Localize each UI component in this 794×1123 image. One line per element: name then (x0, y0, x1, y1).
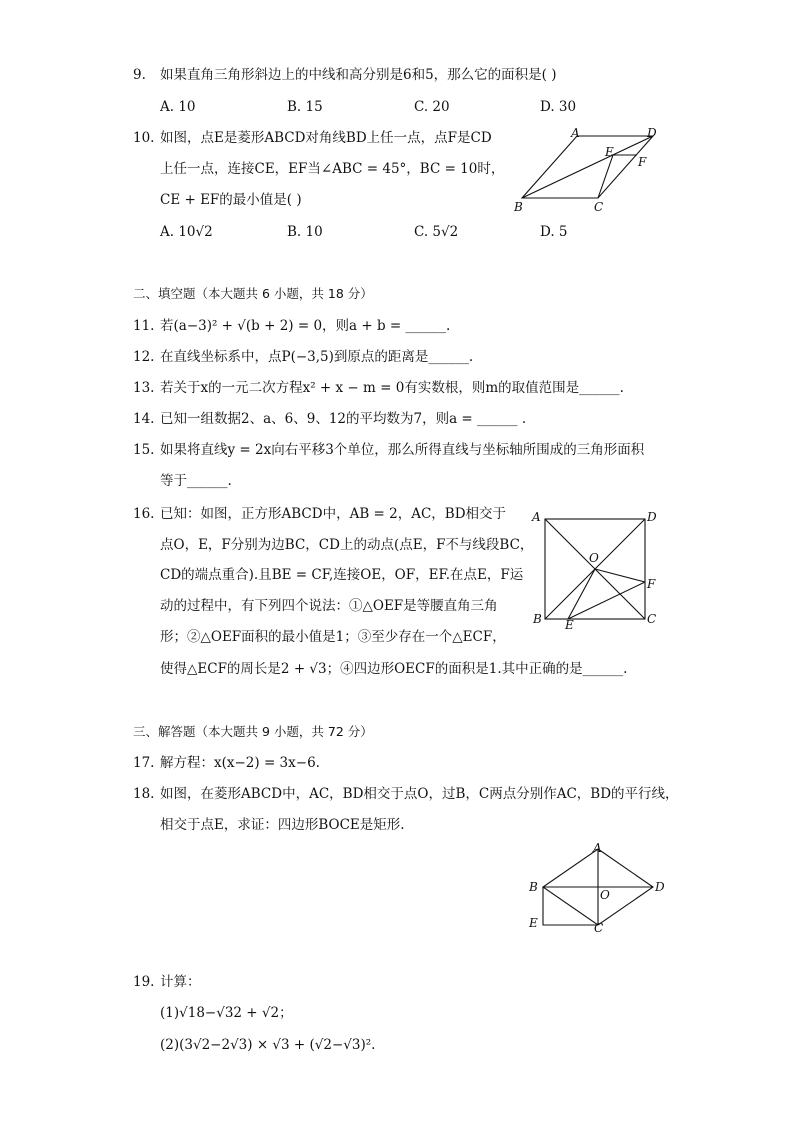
q18-line-2: 相交于点E，求证：四边形BOCE是矩形. (160, 817, 405, 833)
q16-line-5: 形；②△OEF面积的最小值是1；③至少存在一个△ECF， (160, 629, 506, 645)
q9-option-a: A. 10 (160, 99, 196, 115)
label-c: C (647, 612, 657, 626)
q10-line-2: 上任一点，连接CE，EF当∠ABC = 45°，BC = 10时， (160, 161, 505, 177)
label-o: O (600, 888, 610, 902)
label-a: A (571, 126, 580, 140)
q10-line-1: 如图，点E是菱形ABCD对角线BD上任一点，点F是CD (160, 130, 492, 146)
q19-number: 19. (133, 974, 155, 990)
label-f: F (638, 155, 647, 169)
q9-option-b: B. 15 (287, 99, 323, 115)
q16-line-4: 动的过程中，有下列四个说法：①△OEF是等腰直角三角 (160, 598, 498, 614)
segment-ef (568, 582, 645, 619)
q13-number: 13. (133, 380, 155, 396)
segment-oe (568, 569, 595, 619)
q19-part-2: (2)(3√2−2√3) × √3 + (√2−√3)². (160, 1037, 376, 1053)
q9-option-d: D. 30 (540, 99, 577, 115)
label-f: F (647, 577, 656, 591)
label-d: D (647, 126, 657, 140)
q19-text: 计算： (160, 974, 201, 990)
q15-line-1: 如果将直线y = 2x向右平移3个单位，那么所得直线与坐标轴所围成的三角形面积 (160, 442, 645, 458)
label-b: B (529, 880, 538, 894)
q13-text: 若关于x的一元二次方程x² + x − m = 0有实数根，则m的取值范围是______. (160, 380, 624, 396)
q18-number: 18. (133, 786, 155, 802)
q11-text: 若(a−3)² + √(b + 2) = 0，则a + b = ______. (160, 318, 451, 334)
q18-line-1: 如图，在菱形ABCD中，AC，BD相交于点O，过B，C两点分别作AC，BD的平行线， (160, 786, 679, 802)
label-a: A (593, 841, 602, 855)
q16-line-6: 使得△ECF的周长是2 + √3；④四边形OECF的面积是1.其中正确的是______. (160, 661, 628, 677)
q14-number: 14. (133, 411, 155, 427)
label-a: A (532, 510, 541, 524)
q17-number: 17. (133, 755, 155, 771)
label-b: B (514, 200, 523, 214)
q10-line-3: CE + EF的最小值是( ) (160, 192, 302, 208)
q15-number: 15. (133, 442, 155, 458)
q10-option-d: D. 5 (540, 224, 568, 240)
label-e: E (605, 145, 614, 159)
label-e: E (529, 916, 538, 930)
label-d: D (647, 510, 657, 524)
section-3-title: 三、解答题（本大题共 9 小题，共 72 分） (133, 724, 373, 739)
label-b: B (533, 612, 542, 626)
q9-option-c: C. 20 (414, 99, 450, 115)
q10-rhombus-figure (510, 125, 670, 215)
q12-number: 12. (133, 349, 155, 365)
q10-number: 10. (133, 130, 155, 146)
q16-line-3: CD的端点重合).且BE = CF,连接OE，OF，EF.在点E，F运 (160, 567, 524, 583)
q16-number: 16. (133, 506, 155, 522)
q16-line-2: 点O，E，F分别为边BC，CD上的动点(点E，F不与线段BC， (160, 537, 534, 553)
q10-option-c: C. 5√2 (414, 224, 459, 240)
label-o: O (589, 551, 599, 565)
q9-text: 如果直角三角形斜边上的中线和高分别是6和5，那么它的面积是( ) (160, 67, 557, 83)
segment-of (595, 569, 645, 582)
label-c: C (594, 921, 604, 935)
label-d: D (655, 880, 665, 894)
label-e: E (565, 618, 574, 630)
q10-option-b: B. 10 (287, 224, 323, 240)
q11-number: 11. (133, 318, 155, 334)
q9-number: 9. (133, 67, 146, 83)
diagonal-bd (522, 136, 653, 198)
section-2-title: 二、填空题（本大题共 6 小题，共 18 分） (133, 286, 373, 301)
q15-line-2: 等于______. (160, 473, 232, 489)
q18-rhombus-figure (522, 840, 672, 935)
q10-option-a: A. 10√2 (160, 224, 213, 240)
label-c: C (594, 200, 604, 214)
q12-text: 在直线坐标系中，点P(−3,5)到原点的距离是______. (160, 349, 474, 365)
q14-text: 已知一组数据2、a、6、9、12的平均数为7，则a = ______ . (160, 411, 527, 427)
q17-text: 解方程：x(x−2) = 3x−6. (160, 755, 320, 771)
q19-part-1: (1)√18−√32 + √2； (160, 1005, 293, 1021)
q16-square-figure (528, 505, 663, 630)
q16-line-1: 已知：如图，正方形ABCD中，AB = 2，AC，BD相交于 (160, 506, 507, 522)
